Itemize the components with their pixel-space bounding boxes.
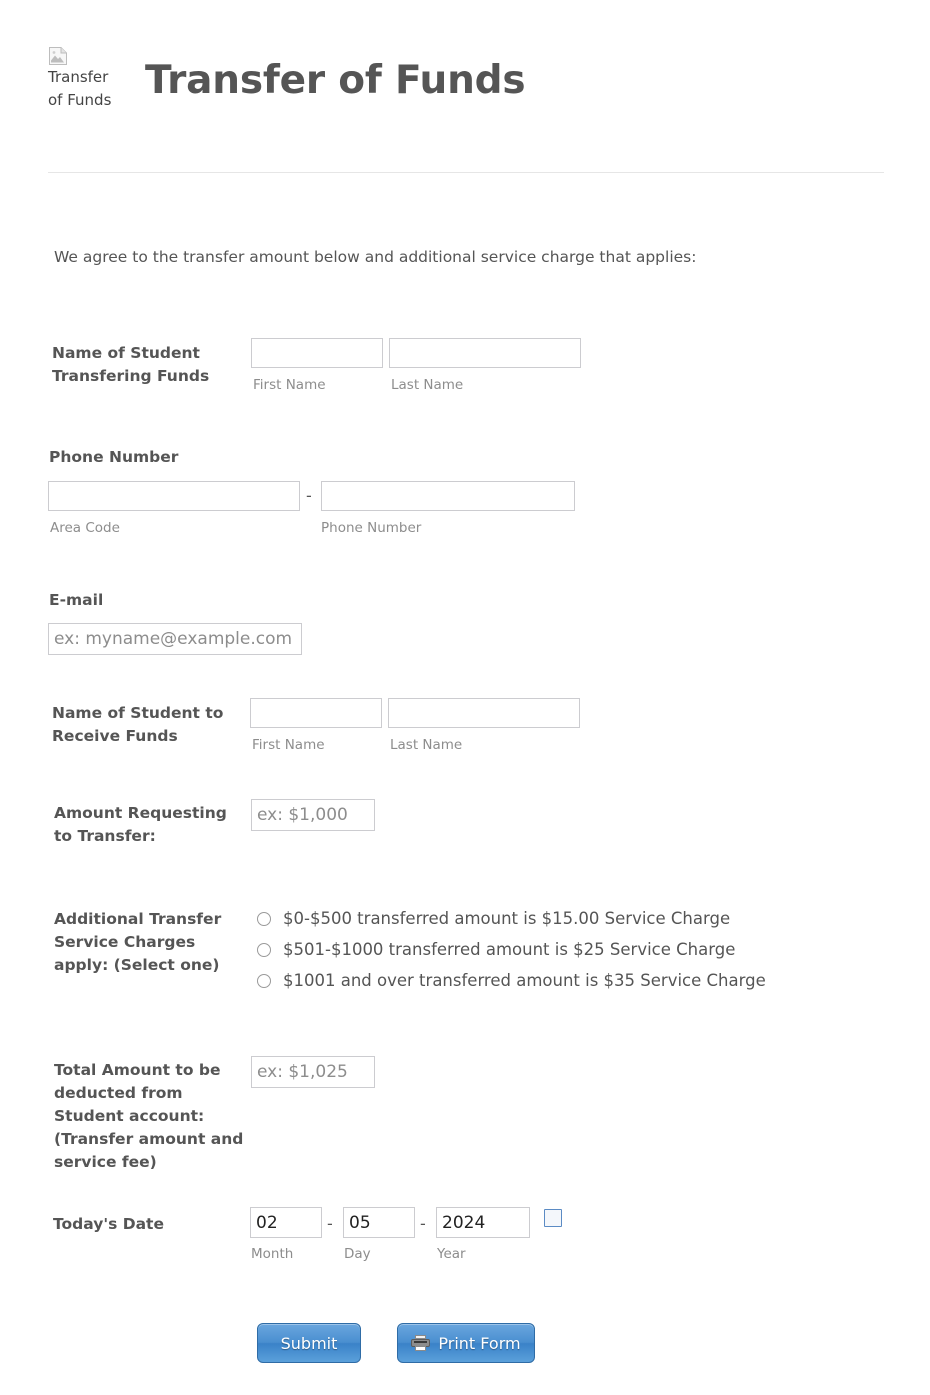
- sub-label-phone-number: Phone Number: [321, 520, 422, 536]
- date-day-input[interactable]: [343, 1207, 415, 1238]
- date-year-input[interactable]: [436, 1207, 530, 1238]
- sub-label-last-name: Last Name: [390, 737, 463, 753]
- phone-separator: -: [306, 486, 312, 505]
- sub-label-area-code: Area Code: [50, 520, 120, 536]
- total-amount-input[interactable]: [251, 1056, 375, 1088]
- calendar-icon[interactable]: [544, 1209, 562, 1227]
- form-logo-alt-text: Transfer of Funds: [48, 68, 112, 109]
- date-month-input[interactable]: [250, 1207, 322, 1238]
- broken-image-icon: [48, 46, 68, 66]
- phone-area-code-input[interactable]: [48, 481, 300, 511]
- radio-circle-icon[interactable]: [257, 912, 271, 926]
- submit-button[interactable]: [257, 1323, 361, 1363]
- field-phone-number: [48, 446, 888, 541]
- radio-option-0-500[interactable]: [257, 903, 766, 934]
- radio-option-501-1000[interactable]: [257, 934, 766, 965]
- print-form-button[interactable]: [397, 1323, 535, 1363]
- intro-text: We agree to the transfer amount below and additional service charge that applies:: [54, 248, 697, 266]
- field-label-email: E-mail: [49, 591, 104, 609]
- field-receiver-name: [52, 696, 892, 762]
- printer-icon: [411, 1335, 430, 1351]
- field-label-phone-number: Phone Number: [49, 448, 179, 466]
- receiver-last-name-input[interactable]: [388, 698, 580, 728]
- field-transferer-name: [52, 336, 892, 402]
- page-title: Transfer of Funds: [145, 58, 526, 103]
- field-total-amount: [54, 1055, 894, 1185]
- header-divider: [48, 172, 884, 173]
- service-charge-radio-group: [257, 903, 766, 996]
- sub-label-last-name: Last Name: [391, 377, 464, 393]
- print-form-button-label: Print Form: [438, 1333, 521, 1353]
- field-label-service-charges: Additional Transfer Service Charges apply: (Select one): [54, 910, 222, 974]
- transferer-last-name-input[interactable]: [389, 338, 581, 368]
- field-label-transfer-amount: Amount Requesting to Transfer:: [54, 804, 227, 845]
- transferer-first-name-input[interactable]: [251, 338, 383, 368]
- receiver-first-name-input[interactable]: [250, 698, 382, 728]
- radio-label-501-1000: $501-$1000 transferred amount is $25 Service Charge: [283, 940, 736, 959]
- radio-label-1001-over: $1001 and over transferred amount is $35 Service Charge: [283, 971, 766, 990]
- form-logo: [48, 46, 148, 112]
- field-email: [48, 589, 888, 659]
- transfer-amount-input[interactable]: [251, 799, 375, 831]
- field-todays-date: [53, 1205, 893, 1275]
- sub-label-month: Month: [251, 1246, 294, 1262]
- phone-number-input[interactable]: [321, 481, 575, 511]
- radio-circle-icon[interactable]: [257, 974, 271, 988]
- sub-label-year: Year: [437, 1246, 466, 1262]
- sub-label-first-name: First Name: [253, 377, 326, 393]
- field-label-total-amount: Total Amount to be deducted from Student account: (Transfer amount and service fee): [54, 1061, 244, 1171]
- field-label-transferer-name: Name of Student Transfering Funds: [52, 344, 210, 385]
- field-label-receiver-name: Name of Student to Receive Funds: [52, 704, 224, 745]
- form-header: [48, 46, 884, 166]
- email-input[interactable]: [48, 623, 302, 655]
- sub-label-day: Day: [344, 1246, 371, 1262]
- date-separator-1: -: [327, 1214, 333, 1233]
- field-service-charges: [54, 903, 914, 1013]
- date-separator-2: -: [420, 1214, 426, 1233]
- submit-button-label: Submit: [280, 1333, 338, 1353]
- radio-circle-icon[interactable]: [257, 943, 271, 957]
- field-label-todays-date: Today's Date: [53, 1215, 164, 1233]
- radio-option-1001-over[interactable]: [257, 965, 766, 996]
- sub-label-first-name: First Name: [252, 737, 325, 753]
- radio-label-0-500: $0-$500 transferred amount is $15.00 Service Charge: [283, 909, 731, 928]
- field-transfer-amount: [54, 798, 894, 878]
